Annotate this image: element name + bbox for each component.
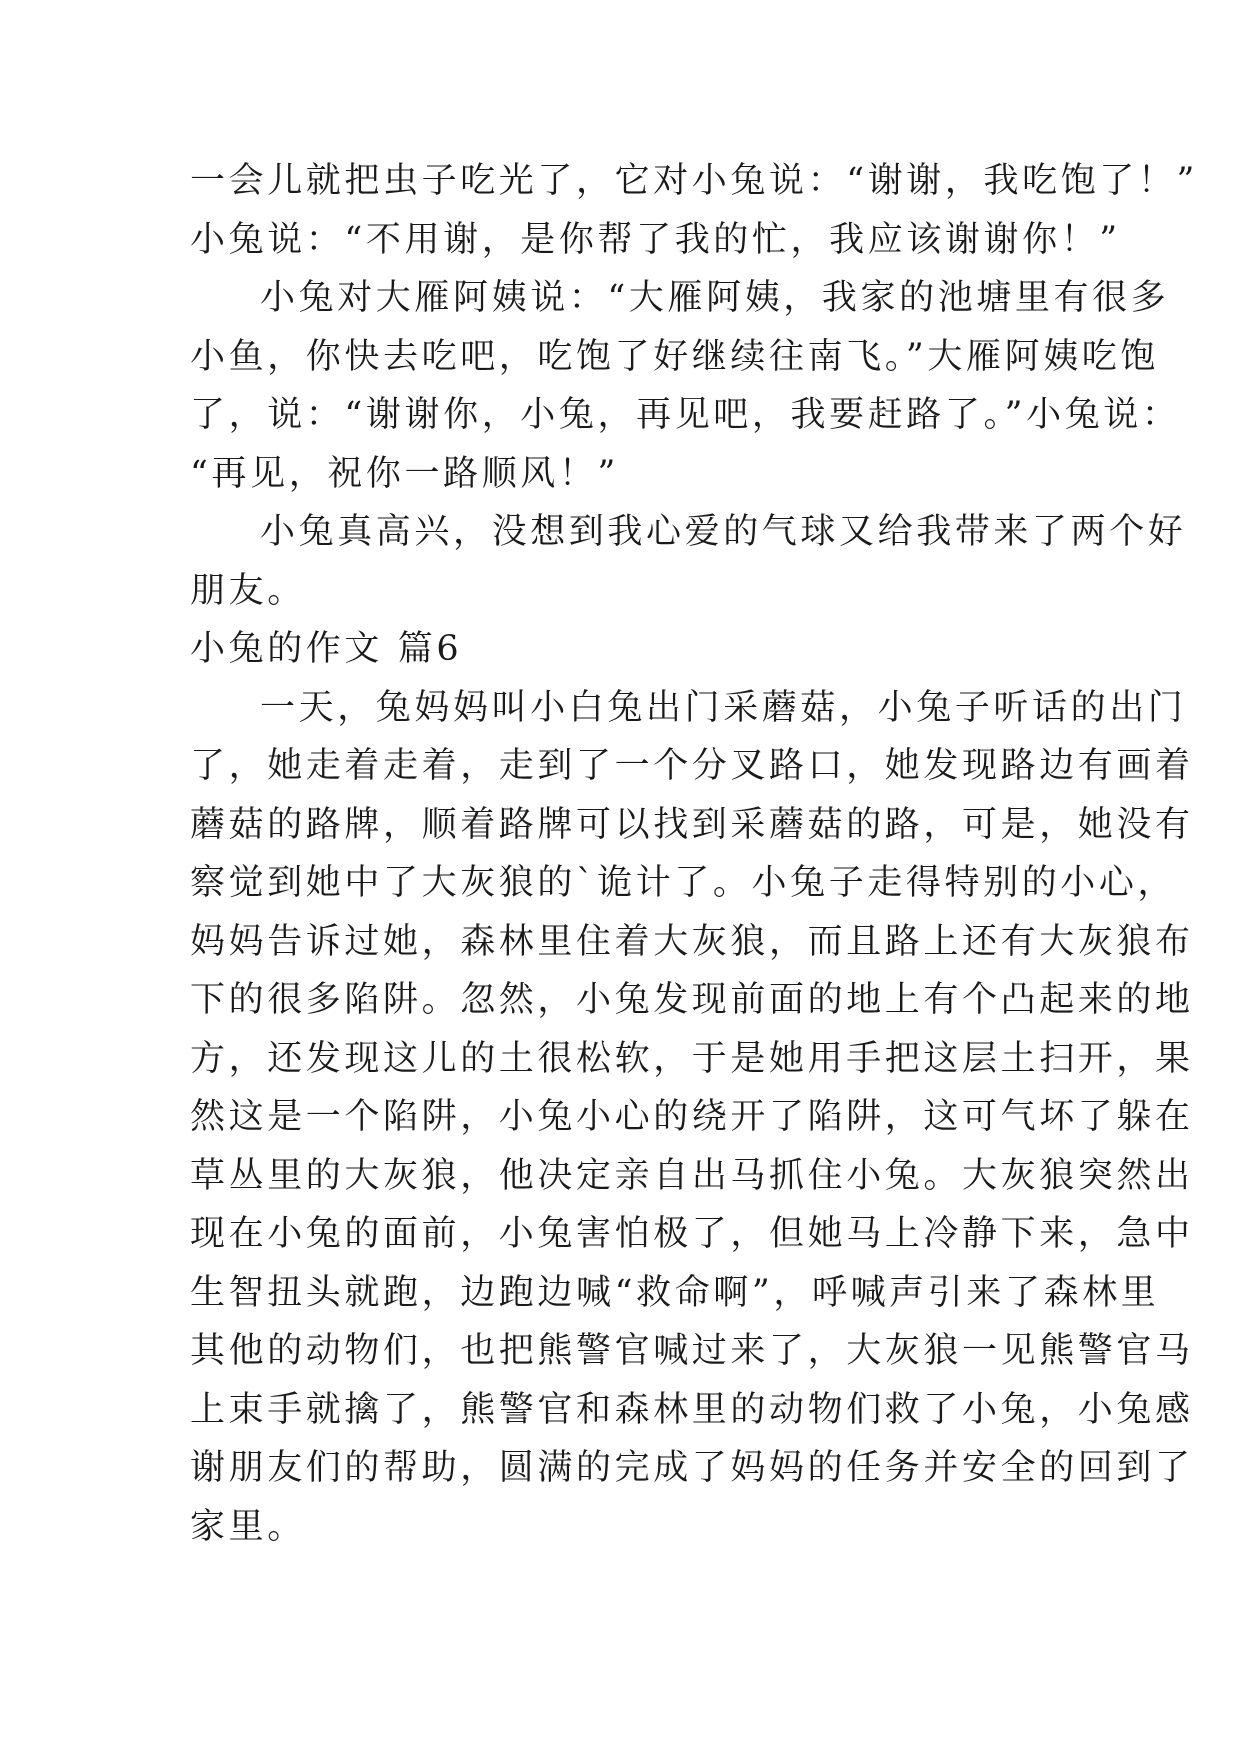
text-line: 方，还发现这儿的土很松软，于是她用手把这层土扫开，果 [190, 1038, 1194, 1079]
text-line: 一天，兔妈妈叫小白兔出门采蘑菇，小兔子听话的出门 [260, 687, 1187, 728]
text-line: 现在小兔的面前，小兔害怕极了，但她马上冷静下来，急中 [190, 1214, 1194, 1254]
text-line: 谢朋友们的帮助，圆满的完成了妈妈的任务并安全的回到了 [190, 1448, 1194, 1488]
text-line: 朋友。 [190, 570, 306, 611]
text-line: 妈妈告诉过她，森林里住着大灰狼，而且路上还有大灰狼布 [190, 921, 1194, 962]
paragraph-story [190, 679, 1194, 1557]
text-line: 上束手就擒了，熊警官和森林里的动物们救了小兔，小兔感 [190, 1389, 1194, 1430]
text-line: 蘑菇的路牌，顺着路牌可以找到采蘑菇的路，可是，她没有 [190, 804, 1194, 845]
text-line: 小兔说：“不用谢，是你帮了我的忙，我应该谢谢你！” [190, 219, 1121, 260]
text-line: 其他的动物们，也把熊警官喊过来了，大灰狼一见熊警官马 [190, 1331, 1194, 1371]
text-line: 下的很多陷阱。忽然，小兔发现前面的地上有个凸起来的地 [190, 980, 1194, 1020]
text-line: 了，说：“谢谢你，小兔，再见吧，我要赶路了。”小兔说： [190, 395, 1181, 435]
text-line: 一会儿就把虫子吃光了，它对小兔说：“谢谢，我吃饱了！” [190, 161, 1198, 201]
section-heading: 小兔的作文 篇6 [190, 629, 463, 669]
text-line: 察觉到她中了大灰狼的`诡计了。小兔子走得特别的小心， [190, 863, 1177, 903]
text-line: 小兔对大雁阿姨说：“大雁阿姨，我家的池塘里有很多 [260, 278, 1170, 318]
text-line: 小兔真高兴，没想到我心爱的气球又给我带来了两个好 [260, 512, 1187, 552]
text-line: 了，她走着走着，走到了一个分叉路口，她发现路边有画着 [190, 746, 1194, 786]
text-line: 草丛里的大灰狼，他决定亲自出马抓住小兔。大灰狼突然出 [190, 1155, 1194, 1196]
paragraph-continuation [190, 152, 1198, 269]
paragraph-goose [190, 269, 1181, 503]
paragraph-happy [190, 503, 1187, 620]
text-line: 小鱼，你快去吃吧，吃饱了好继续往南飞。”大雁阿姨吃饱 [190, 336, 1159, 377]
text-line: 然这是一个陷阱，小兔小心的绕开了陷阱，这可气坏了躲在 [190, 1097, 1194, 1137]
body-text [190, 152, 1198, 1556]
text-line: 生智扭头就跑，边跑边喊“救命啊”，呼喊声引来了森林里 [190, 1272, 1160, 1313]
text-line: “再见，祝你一路顺风！” [190, 453, 619, 494]
text-line: 家里。 [190, 1506, 306, 1547]
